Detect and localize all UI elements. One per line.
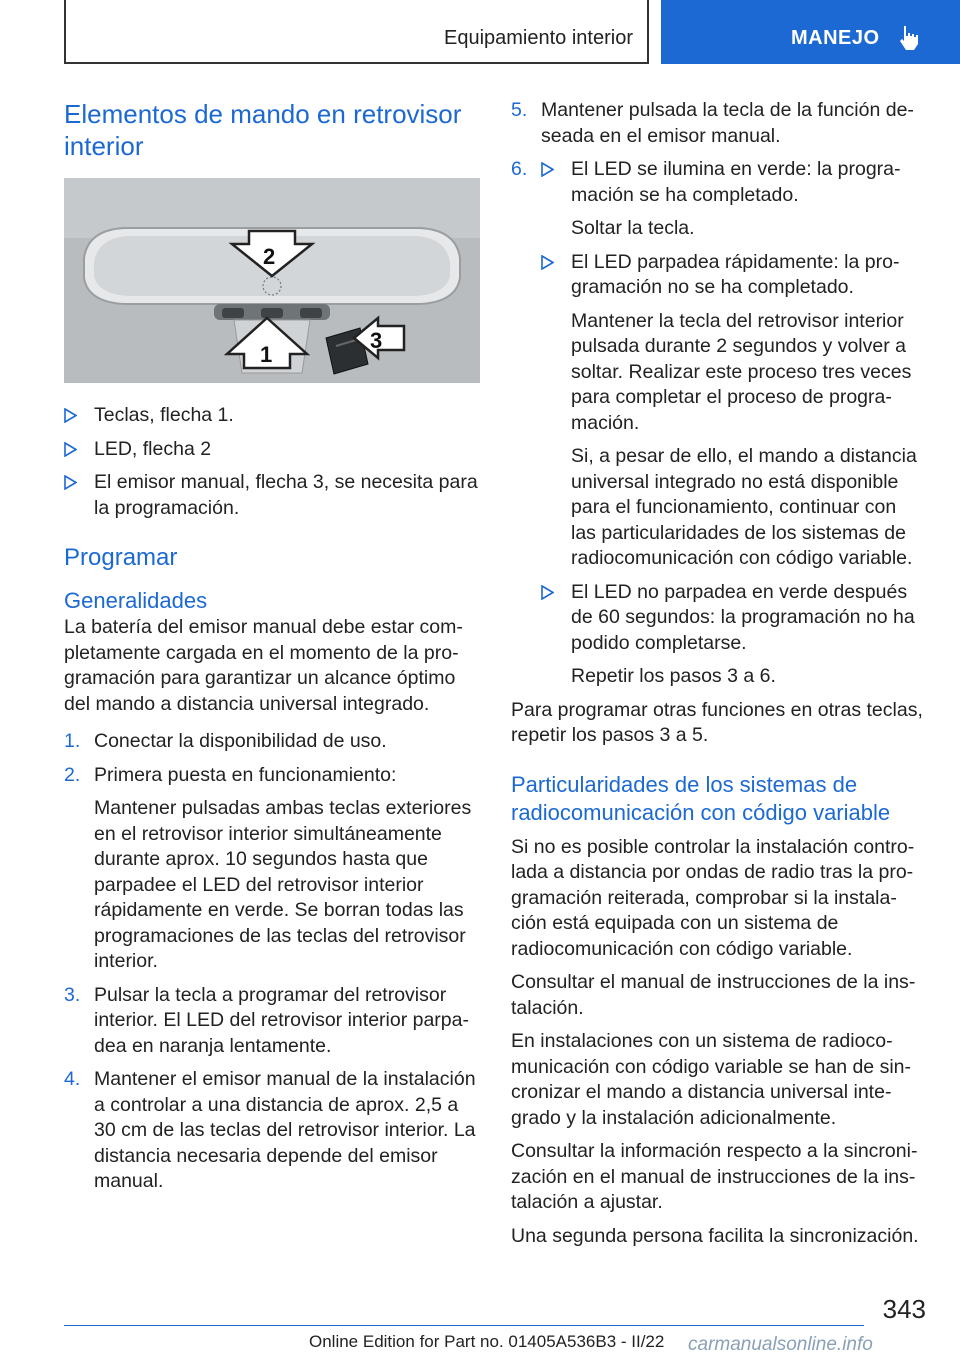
step-text: Mantener el emisor manual de la instalación a controlar a una distancia de aprox. 2,5 a 30 cm de las teclas del retrovisor interior. La distancia necesaria depende del emisor manual. [94,1068,476,1192]
step-text: Mantener pulsada la tecla de la función deseada en el emisor manual. [541,99,914,147]
result-text: El LED no parpadea en verde después de 60 segundos: la programación no ha podido completarse. [571,580,915,654]
step-text: Pulsar la tecla a programar del retrovisor interior. El LED del retrovisor interior parpadea en naranja lentamente. [94,983,469,1057]
step-text: Primera puesta en funcionamiento: [94,763,397,786]
page-number: 343 [882,1294,926,1324]
paragraph: Consultar el manual de instrucciones de la instalación. [511,971,916,1019]
bullet-item [64,470,480,521]
left-column [64,98,480,1203]
result-text: El LED se ilumina en verde: la programación se ha completado. [571,158,901,206]
triangle-bullet-icon [541,585,554,600]
header-section-title: Equipamiento interior [444,27,633,49]
triangle-bullet-icon [64,475,77,490]
step-item [511,157,925,690]
step-item [511,98,925,149]
result-text: El LED parpadea rápidamente: la programación no se ha completado. [571,250,900,298]
section-title: Elementos de mando en retrovisor interior [64,99,462,161]
result-detail: Repetir los pasos 3 a 6. [571,665,776,687]
triangle-bullet-icon [64,408,77,423]
chapter-label: MANEJO [791,27,880,49]
result-detail: Mantener la tecla del retrovisor interior pulsada durante 2 segundos y volver a soltar. Realizar este proceso tres veces para completar el proceso de programación. [571,309,912,434]
step-number: 2. [64,763,81,786]
paragraph: Si no es posible controlar la instalación controlada a distancia por ondas de radio tras la programación reiterada, comprobar si la instalación está equipada con un sistema de radiocomunicación con código variable. [511,835,915,960]
edition-note: Online Edition for Part no. 01405A536B3 - II/22 [309,1332,665,1351]
rearview-mirror-figure [64,178,480,383]
paragraph: Consultar la información respecto a la sincronización en el manual de instrucciones de la instalación a ajustar. [511,1140,918,1213]
figure-label-1: 1 [260,342,273,367]
figure-label-3: 3 [370,328,383,353]
bullet-text: El emisor manual, flecha 3, se necesita para la programación. [94,471,478,519]
general-paragraph: La batería del emisor manual debe estar completamente cargada en el momento de la programación para garantizar un alcance óptimo del mando a distancia universal integrado. [64,616,463,715]
step-number: 1. [64,730,81,752]
result-bullet [541,157,925,242]
step-number: 5. [511,99,528,121]
header-section-box [64,0,649,64]
step-number: 6. [511,158,528,180]
triangle-bullet-icon [64,442,77,457]
step-item [64,763,480,975]
step-number: 4. [64,1068,81,1090]
general-heading: Generalidades [64,588,208,613]
bullet-item [64,403,480,429]
triangle-bullet-icon [541,255,554,270]
step-number: 3. [64,983,81,1006]
header-chapter-tab [661,0,960,64]
bullet-text: Teclas, flecha 1. [94,404,234,426]
paragraph: Una segunda persona facilita la sincronización. [511,1224,919,1247]
step-item [64,1067,480,1195]
paragraph: En instalaciones con un sistema de radiocomunicación con código variable se han de sincronizar el mando a distancia universal integrado y la instalación adicionalmente. [511,1030,911,1129]
step-item [64,983,480,1060]
hand-pointer-icon [897,24,921,52]
result-detail: Si, a pesar de ello, el mando a distancia universal integrado no está disponible para el funcionamiento, continuar con las particularidades de los sistemas de radiocomunicación con código variable. [571,445,917,569]
other-functions-paragraph: Para programar otras funciones en otras teclas, repetir los pasos 3 a 5. [511,698,923,746]
right-column [511,98,925,1257]
footer-divider [64,1325,864,1326]
step-item [64,729,480,755]
figure-label-2: 2 [263,244,276,269]
result-detail: Soltar la tecla. [571,217,695,239]
watermark: carmanualsonline.info [688,1334,873,1355]
step-detail: Mantener pulsadas ambas teclas exteriores en el retrovisor interior simultáneamente durante aprox. 10 segundos hasta que parpadee el LED del retrovisor interior rápidamente en verde. Se borran todas las programaciones de las teclas del retrovisor interior. [94,797,472,972]
program-heading: Programar [64,544,178,571]
special-heading: Particularidades de los sistemas de radiocomunicación con código variable [511,771,891,825]
triangle-bullet-icon [541,162,554,177]
bullet-item [64,437,480,463]
step-text: Conectar la disponibilidad de uso. [94,730,387,752]
result-bullet [541,250,925,572]
result-bullet [541,580,925,690]
bullet-text: LED, flecha 2 [94,437,212,460]
